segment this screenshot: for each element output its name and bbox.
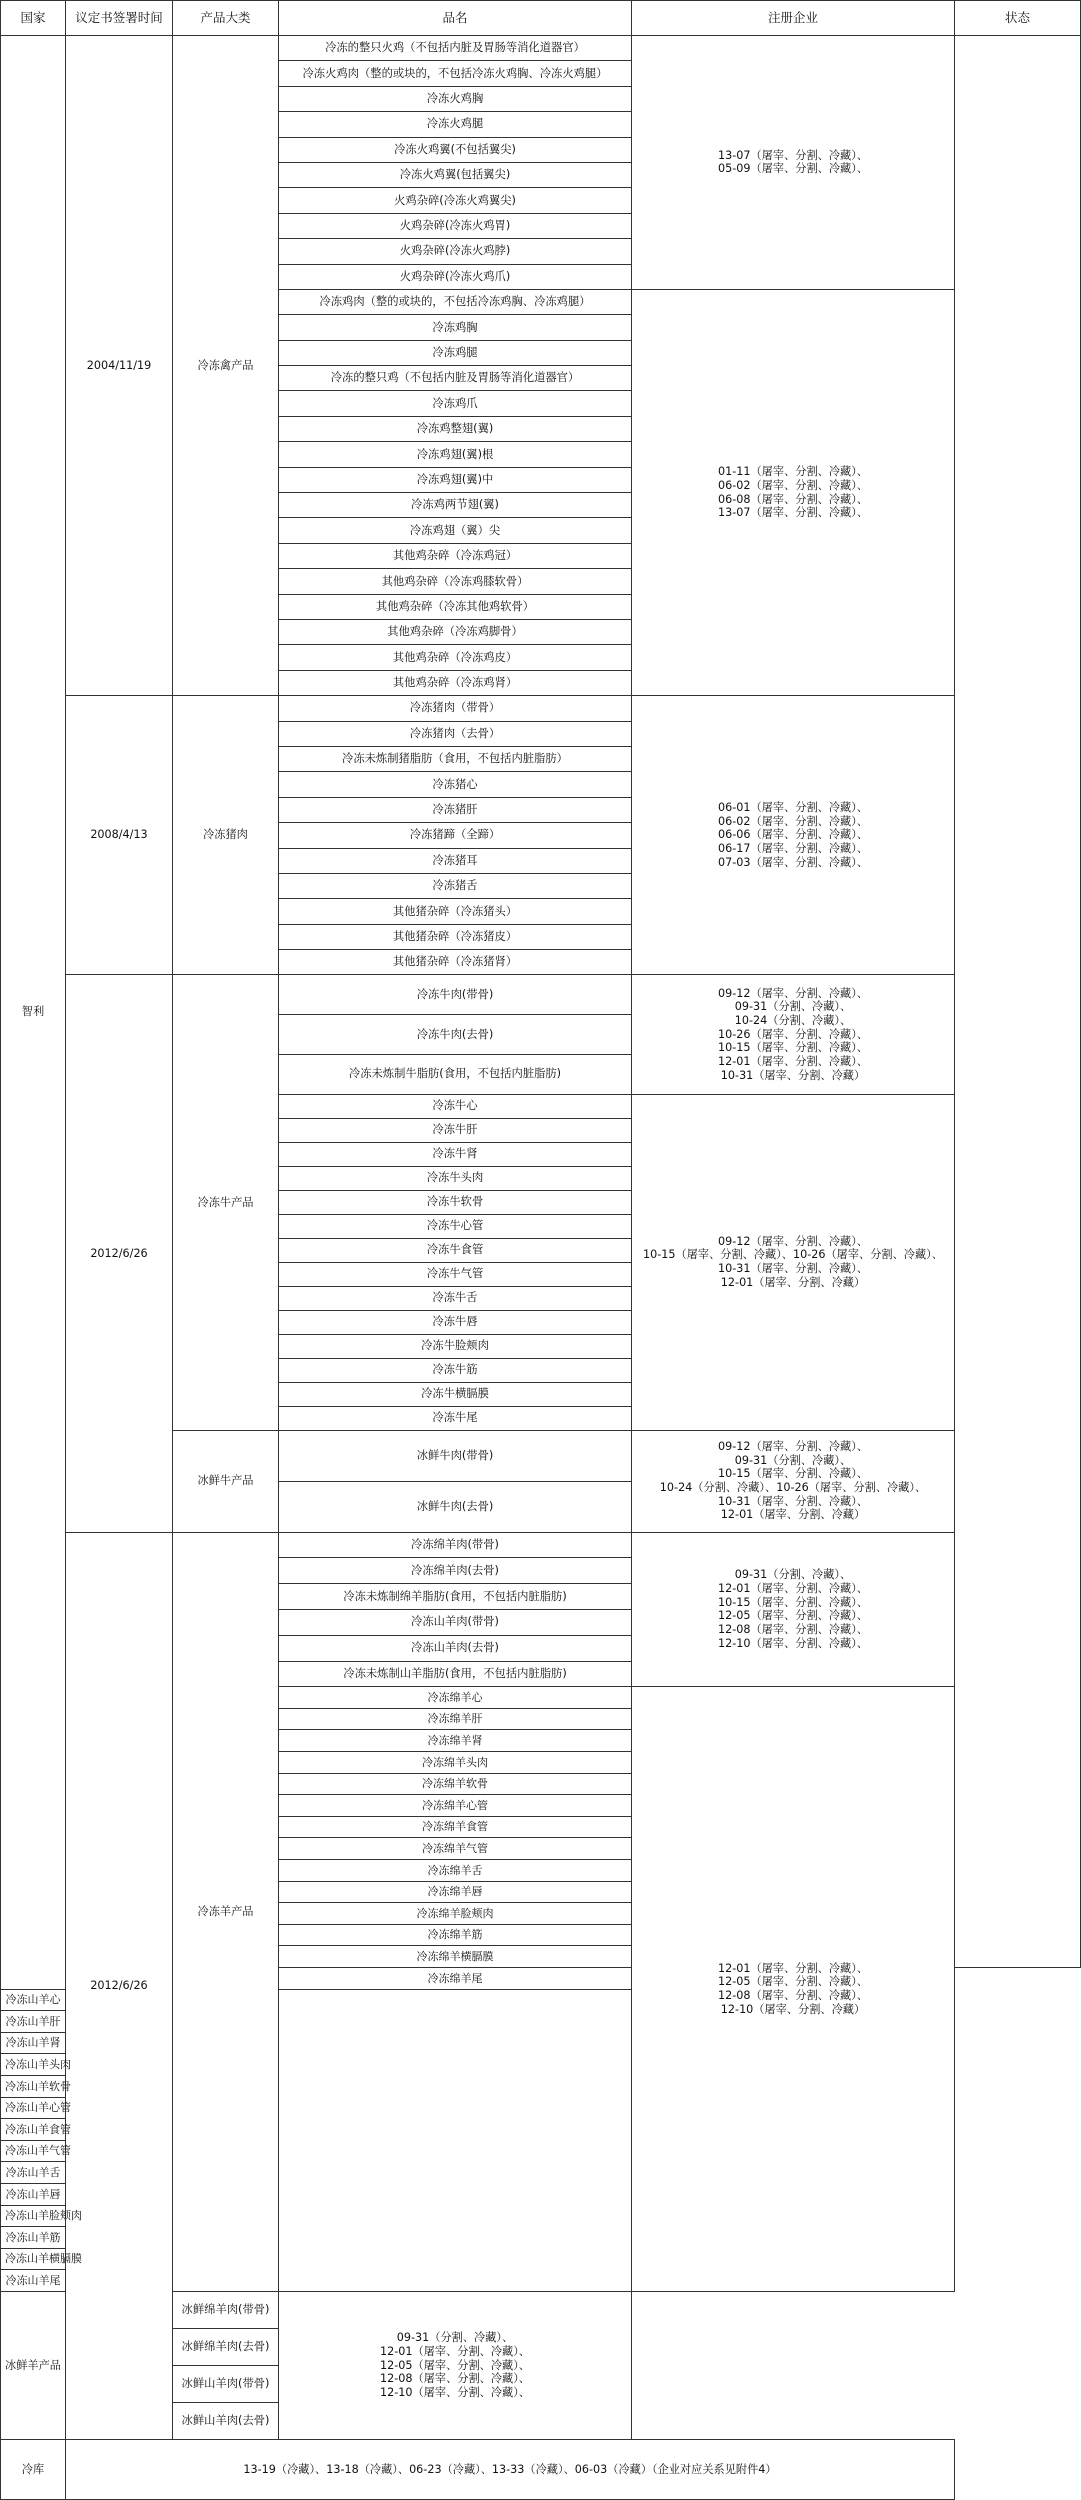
product-name-cell: 冷冻山羊肉(去骨): [279, 1635, 632, 1661]
product-name-cell: 冷冻牛头肉: [279, 1166, 632, 1190]
product-name-cell: 冷冻牛筋: [279, 1358, 632, 1382]
product-name-cell: 其他鸡杂碎（冷冻鸡脚骨）: [279, 619, 632, 644]
category-cell: 冷冻羊产品: [173, 1532, 279, 2291]
category-cell: 冰鲜牛产品: [173, 1430, 279, 1532]
product-name-cell: 冷冻鸡腿: [279, 340, 632, 365]
category-cell: 冷冻禽产品: [173, 36, 279, 696]
product-name-cell: 其他鸡杂碎（冷冻鸡冠）: [279, 543, 632, 568]
product-name-cell: 冷冻猪肉（去骨）: [279, 721, 632, 746]
product-name-cell: 火鸡杂碎(冷冻火鸡脖): [279, 239, 632, 264]
product-name-cell: 冷冻牛肾: [279, 1142, 632, 1166]
product-name-cell: 冷冻绵羊心: [279, 1687, 632, 1709]
header-country: 国家: [1, 1, 66, 36]
product-name-cell: 冷冻绵羊肉(带骨): [279, 1532, 632, 1558]
enterprise-cell: 12-01（屠宰、分割、冷藏）、 12-05（屠宰、分割、冷藏）、 12-08（屠宰、分割、冷藏）、 12-10（屠宰、分割、冷藏）: [632, 1687, 955, 2292]
product-name-cell: 冷冻绵羊气管: [279, 1838, 632, 1860]
product-name-cell: 冷冻火鸡翼(不包括翼尖): [279, 137, 632, 162]
product-name-cell: 其他鸡杂碎（冷冻鸡皮）: [279, 645, 632, 670]
product-name-cell: 冷冻牛肉(去骨): [279, 1015, 632, 1055]
product-name-cell: 冰鲜绵羊肉(带骨): [173, 2291, 279, 2328]
product-name-cell: 冷冻猪肝: [279, 797, 632, 822]
product-name-cell: 冷冻火鸡胸: [279, 86, 632, 111]
signing-date-cell: 2012/6/26: [66, 975, 173, 1532]
cold-storage-label: 冷库: [1, 2439, 66, 2499]
product-name-cell: 冷冻火鸡翼(包括翼尖): [279, 162, 632, 187]
product-name-cell: 冷冻牛肝: [279, 1118, 632, 1142]
product-name-cell: 冷冻猪舌: [279, 873, 632, 898]
product-name-cell: 冷冻猪肉（带骨）: [279, 696, 632, 721]
product-name-cell: 冷冻绵羊心管: [279, 1795, 632, 1817]
product-name-cell: 冷冻绵羊头肉: [279, 1752, 632, 1774]
product-name-cell: 冷冻火鸡腿: [279, 112, 632, 137]
product-name-cell: 冷冻绵羊尾: [279, 1968, 632, 1990]
product-name-cell: 冷冻山羊肾: [1, 2032, 66, 2054]
product-name-cell: 冷冻牛唇: [279, 1310, 632, 1334]
product-name-cell: 其他鸡杂碎（冷冻鸡肾）: [279, 670, 632, 695]
product-name-cell: 冷冻牛舌: [279, 1286, 632, 1310]
product-name-cell: 其他猪杂碎（冷冻猪皮）: [279, 924, 632, 949]
product-name-cell: 冷冻未炼制山羊脂肪(食用，不包括内脏脂肪): [279, 1661, 632, 1687]
product-name-cell: 冷冻山羊尾: [1, 2270, 66, 2292]
country-cell: 智利: [1, 36, 66, 1990]
product-name-cell: 冷冻绵羊舌: [279, 1860, 632, 1882]
product-name-cell: 冷冻猪心: [279, 772, 632, 797]
product-name-cell: 冷冻绵羊食管: [279, 1816, 632, 1838]
product-name-cell: 冷冻绵羊肾: [279, 1730, 632, 1752]
product-name-cell: 冰鲜山羊肉(带骨): [173, 2365, 279, 2402]
cold-storage-row: [1, 2439, 1081, 2499]
product-name-cell: 冷冻火鸡肉（整的或块的，不包括冷冻火鸡胸、冷冻火鸡腿）: [279, 61, 632, 86]
signing-date-cell: 2008/4/13: [66, 696, 173, 975]
product-name-cell: 冷冻鸡两节翅(翼): [279, 493, 632, 518]
product-name-cell: 冷冻山羊食管: [1, 2119, 66, 2141]
product-name-cell: 火鸡杂碎(冷冻火鸡胃): [279, 213, 632, 238]
product-name-cell: 其他猪杂碎（冷冻猪头）: [279, 899, 632, 924]
header-product-name: 品名: [279, 1, 632, 36]
signing-date-cell: 2012/6/26: [66, 1532, 173, 2439]
product-name-cell: 冷冻猪耳: [279, 848, 632, 873]
product-name-cell: 冷冻山羊心管: [1, 2097, 66, 2119]
signing-date-cell: 2004/11/19: [66, 36, 173, 696]
product-name-cell: 冷冻山羊脸颊肉: [1, 2205, 66, 2227]
product-name-cell: 冷冻牛肉(带骨): [279, 975, 632, 1015]
enterprise-cell: 09-12（屠宰、分割、冷藏）、 09-31（分割、冷藏）、 10-15（屠宰、分割、冷藏）、 10-24（分割、冷藏）、10-26（屠宰、分割、冷藏）、 10-31（屠宰、分割、冷藏）、 12-01（屠宰、分割、冷藏）: [632, 1430, 955, 1532]
product-name-cell: 冷冻牛心: [279, 1094, 632, 1118]
product-name-cell: 冷冻鸡翅(翼)根: [279, 442, 632, 467]
product-name-cell: 火鸡杂碎(冷冻火鸡翼尖): [279, 188, 632, 213]
product-name-cell: 冷冻绵羊唇: [279, 1881, 632, 1903]
product-name-cell: 冷冻的整只鸡（不包括内脏及胃肠等消化道器官）: [279, 366, 632, 391]
product-name-cell: 冷冻山羊气管: [1, 2140, 66, 2162]
product-name-cell: 冷冻牛心管: [279, 1214, 632, 1238]
product-name-cell: 冷冻牛脸颊肉: [279, 1334, 632, 1358]
product-name-cell: 其他鸡杂碎（冷冻鸡膝软骨）: [279, 569, 632, 594]
enterprise-cell: 09-31（分割、冷藏）、 12-01（屠宰、分割、冷藏）、 12-05（屠宰、分割、冷藏）、 12-08（屠宰、分割、冷藏）、 12-10（屠宰、分割、冷藏）、: [279, 2291, 632, 2439]
product-name-cell: 冷冻牛气管: [279, 1262, 632, 1286]
product-name-cell: 火鸡杂碎(冷冻火鸡爪): [279, 264, 632, 289]
product-name-cell: 冷冻鸡翅（翼）尖: [279, 518, 632, 543]
status-cell: [955, 36, 1081, 1968]
product-name-cell: 冷冻绵羊肉(去骨): [279, 1558, 632, 1584]
header-status: 状态: [955, 1, 1081, 36]
product-name-cell: 冷冻山羊舌: [1, 2162, 66, 2184]
category-cell: 冷冻牛产品: [173, 975, 279, 1430]
product-name-cell: 冷冻绵羊筋: [279, 1924, 632, 1946]
enterprise-cell: 09-31（分割、冷藏）、 12-01（屠宰、分割、冷藏）、 10-15（屠宰、分割、冷藏）、 12-05（屠宰、分割、冷藏）、 12-08（屠宰、分割、冷藏）、 12-10（屠宰、分割、冷藏）、: [632, 1532, 955, 1687]
product-name-cell: 冰鲜绵羊肉(去骨): [173, 2328, 279, 2365]
product-name-cell: 冷冻绵羊脸颊肉: [279, 1903, 632, 1925]
category-cell: 冰鲜羊产品: [1, 2291, 66, 2439]
product-name-cell: 冰鲜山羊肉(去骨): [173, 2402, 279, 2439]
product-name-cell: 冷冻鸡翅(翼)中: [279, 467, 632, 492]
header-registered-enterprise: 注册企业: [632, 1, 955, 36]
product-name-cell: 冰鲜牛肉(带骨): [279, 1430, 632, 1481]
product-name-cell: 冷冻绵羊横膈膜: [279, 1946, 632, 1968]
product-name-cell: 冷冻的整只火鸡（不包括内脏及胃肠等消化道器官）: [279, 36, 632, 61]
product-name-cell: 冷冻山羊肉(带骨): [279, 1609, 632, 1635]
enterprise-cell: 01-11（屠宰、分割、冷藏）、 06-02（屠宰、分割、冷藏）、 06-08（屠宰、分割、冷藏）、 13-07（屠宰、分割、冷藏）、: [632, 289, 955, 695]
enterprise-cell: 09-12（屠宰、分割、冷藏）、 10-15（屠宰、分割、冷藏）、10-26（屠宰、分割、冷藏）、 10-31（屠宰、分割、冷藏）、 12-01（屠宰、分割、冷藏）: [632, 1094, 955, 1430]
header-row: [1, 1, 1081, 36]
enterprise-cell: 09-12（屠宰、分割、冷藏）、 09-31（分割、冷藏）、 10-24（分割、冷藏）、 10-26（屠宰、分割、冷藏）、 10-15（屠宰、分割、冷藏）、 12-01（屠宰、分割、冷藏）、 10-31（屠宰、分割、冷藏）: [632, 975, 955, 1094]
product-name-cell: 冷冻牛食管: [279, 1238, 632, 1262]
header-signing-date: 议定书签署时间: [66, 1, 173, 36]
product-name-cell: 冷冻猪蹄（全蹄）: [279, 823, 632, 848]
product-name-cell: 冷冻山羊筋: [1, 2227, 66, 2249]
product-name-cell: 冷冻鸡肉（整的或块的，不包括冷冻鸡胸、冷冻鸡腿）: [279, 289, 632, 314]
product-name-cell: 冷冻山羊横膈膜: [1, 2248, 66, 2270]
enterprise-cell: 06-01（屠宰、分割、冷藏）、 06-02（屠宰、分割、冷藏）、 06-06（屠宰、分割、冷藏）、 06-17（屠宰、分割、冷藏）、 07-03（屠宰、分割、冷藏）、: [632, 696, 955, 975]
product-name-cell: 冷冻山羊肝: [1, 2011, 66, 2033]
product-name-cell: 冷冻鸡整翅(翼): [279, 416, 632, 441]
cold-storage-enterprises: 13-19（冷藏）、13-18（冷藏）、06-23（冷藏）、13-33（冷藏）、06-03（冷藏）（企业对应关系见附件4）: [66, 2439, 955, 2499]
product-name-cell: 冷冻牛软骨: [279, 1190, 632, 1214]
product-name-cell: 冷冻未炼制牛脂肪(食用，不包括内脏脂肪): [279, 1054, 632, 1094]
product-name-cell: 冷冻牛横膈膜: [279, 1382, 632, 1406]
product-name-cell: 其他猪杂碎（冷冻猪肾）: [279, 950, 632, 975]
product-name-cell: 冷冻鸡胸: [279, 315, 632, 340]
product-name-cell: 冷冻绵羊软骨: [279, 1773, 632, 1795]
product-name-cell: 冷冻山羊唇: [1, 2183, 66, 2205]
product-name-cell: 冷冻山羊头肉: [1, 2054, 66, 2076]
product-name-cell: 其他鸡杂碎（冷冻其他鸡软骨）: [279, 594, 632, 619]
enterprise-cell: 13-07（屠宰、分割、冷藏）、 05-09（屠宰、分割、冷藏）、: [632, 36, 955, 290]
product-name-cell: 冷冻山羊心: [1, 1989, 66, 2011]
product-name-cell: 冰鲜牛肉(去骨): [279, 1481, 632, 1532]
product-name-cell: 冷冻牛尾: [279, 1406, 632, 1430]
category-cell: 冷冻猪肉: [173, 696, 279, 975]
product-name-cell: 冷冻绵羊肝: [279, 1708, 632, 1730]
product-name-cell: 冷冻未炼制猪脂肪（食用，不包括内脏脂肪）: [279, 746, 632, 771]
product-name-cell: 冷冻鸡爪: [279, 391, 632, 416]
product-name-cell: 冷冻山羊软骨: [1, 2075, 66, 2097]
header-category: 产品大类: [173, 1, 279, 36]
product-name-cell: 冷冻未炼制绵羊脂肪(食用，不包括内脏脂肪): [279, 1584, 632, 1610]
